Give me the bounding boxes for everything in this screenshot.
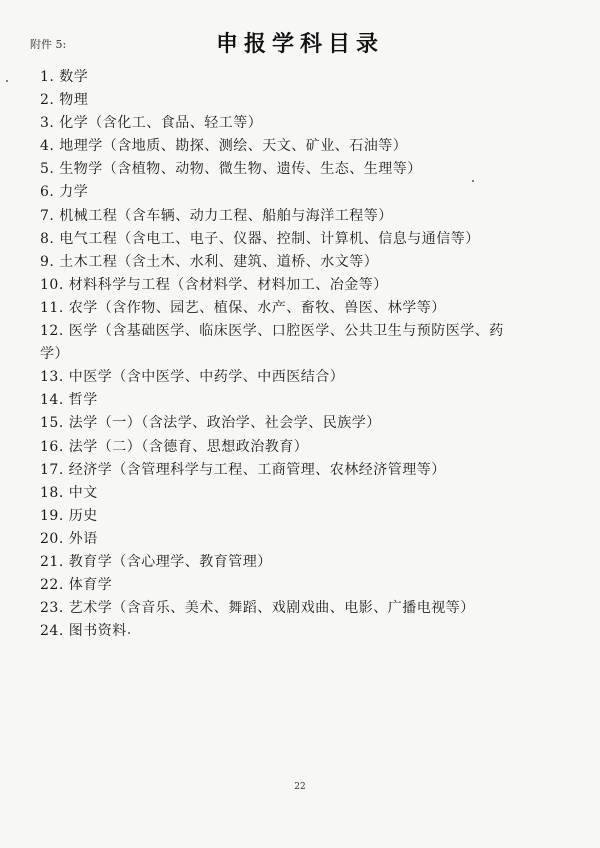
list-item: 19. 历史 <box>40 507 98 524</box>
list-item: 3. 化学（含化工、食品、轻工等） <box>40 115 263 132</box>
list-item: 16. 法学（二）（含德育、思想政治教育） <box>40 438 309 455</box>
list-item: 10. 材料科学与工程（含材料学、材料加工、冶金等） <box>40 276 388 293</box>
attachment-label: 附件 5: <box>30 38 67 51</box>
scan-speck <box>128 632 130 634</box>
scan-speck <box>472 180 474 182</box>
list-item: 17. 经济学（含管理科学与工程、工商管理、农林经济管理等） <box>40 461 446 478</box>
list-item: 12. 医学（含基础医学、临床医学、口腔医学、公共卫生与预防医学、药学） <box>40 323 504 363</box>
list-item: 7. 机械工程（含车辆、动力工程、船舶与海洋工程等） <box>40 207 393 224</box>
list-item: 11. 农学（含作物、园艺、植保、水产、畜牧、兽医、林学等） <box>40 299 446 316</box>
subject-list <box>40 66 515 643</box>
document-title: 申报学科目录 <box>215 31 384 57</box>
list-item: 1. 数学 <box>40 69 89 85</box>
list-item: 4. 地理学（含地质、勘探、测绘、天文、矿业、石油等） <box>40 138 408 155</box>
list-item: 14. 哲学 <box>40 392 98 409</box>
list-item: 21. 教育学（含心理学、教育管理） <box>40 553 272 570</box>
list-item: 8. 电气工程（含电工、电子、仪器、控制、计算机、信息与通信等） <box>40 230 480 247</box>
list-item: 5. 生物学（含植物、动物、微生物、遗传、生态、生理等） <box>40 161 422 178</box>
list-item: 18. 中文 <box>40 484 98 501</box>
list-item: 6. 力学 <box>40 184 89 201</box>
page-number: 22 <box>294 782 306 792</box>
list-item: 15. 法学（一）（含法学、政治学、社会学、民族学） <box>40 415 381 432</box>
list-item: 20. 外语 <box>40 530 98 547</box>
list-item: 22. 体育学 <box>40 577 113 594</box>
list-item: 13. 中医学（含中医学、中药学、中西医结合） <box>40 369 345 386</box>
list-item: 2. 物理 <box>40 92 89 109</box>
list-item: 23. 艺术学（含音乐、美术、舞蹈、戏剧戏曲、电影、广播电视等） <box>40 600 475 617</box>
list-item: 24. 图书资料 <box>40 623 127 640</box>
list-item: 9. 土木工程（含土木、水利、建筑、道桥、水文等） <box>40 253 379 270</box>
scan-speck <box>6 80 8 82</box>
